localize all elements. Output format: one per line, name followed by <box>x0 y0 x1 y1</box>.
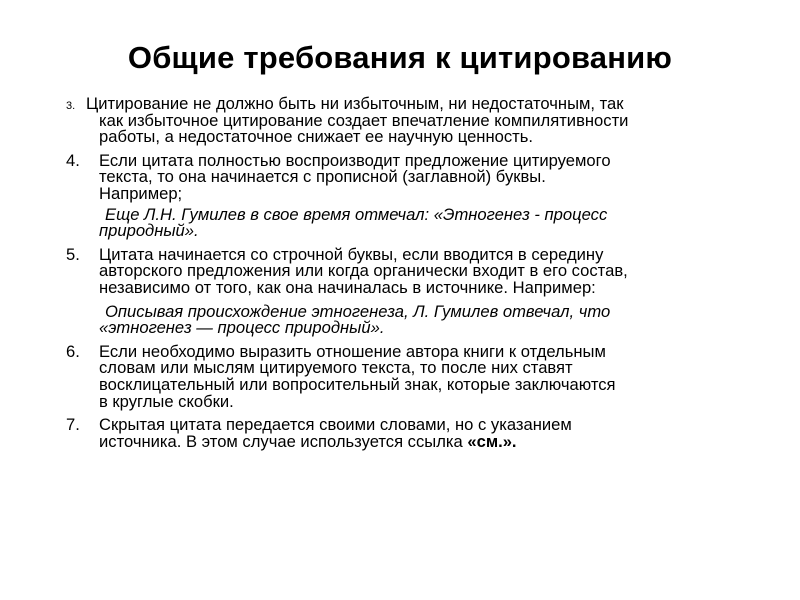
slide-body <box>66 96 750 457</box>
list-item-5 <box>66 244 750 297</box>
item-number: 6. <box>66 341 80 361</box>
item-number: 3. <box>66 100 76 112</box>
example-line: «этногенез — процесс природный». <box>99 318 385 338</box>
list-item-6 <box>66 341 750 411</box>
example-line: природный». <box>99 221 199 241</box>
item-line: авторского предложения или когда органически входит в его состав, <box>99 261 628 281</box>
example-line: Еще Л.Н. Гумилев в свое время отмечал: «Этногенез - процесс <box>105 204 608 224</box>
item-line-with-bold <box>99 431 750 451</box>
item-line: Скрытая цитата передается своими словами, но с указанием <box>99 415 572 435</box>
item-number: 5. <box>66 244 80 264</box>
item-number: 4. <box>66 150 80 170</box>
example-line: Описывая происхождение этногенеза, Л. Гумилев отвечал, что <box>105 301 611 321</box>
item-line: восклицательный или вопросительный знак, которые заключаются <box>99 374 616 394</box>
item-line: словам или мыслям цитируемого текста, то после них ставят <box>99 358 573 378</box>
item-line: Если цитата полностью воспроизводит предложение цитируемого <box>99 150 611 170</box>
item-line: Например; <box>99 183 183 203</box>
item-line: работы, а недостаточное снижает ее научную ценность. <box>99 127 534 147</box>
item-line: как избыточное цитирование создает впечатление компилятивности <box>99 110 629 130</box>
list-item-3 <box>66 96 750 146</box>
list-item-4 <box>66 150 750 203</box>
item-line: Цитирование не должно быть ни избыточным, ни недостаточным, так <box>86 94 624 113</box>
item-line: Цитата начинается со строчной буквы, если вводится в середину <box>99 244 604 264</box>
item-line: независимо от того, как она начиналась в источнике. Например: <box>99 277 596 297</box>
item-line: Если необходимо выразить отношение автора книги к отдельным <box>99 341 606 361</box>
item-line-text: источника. В этом случае используется ссылка <box>99 431 468 451</box>
slide-title: Общие требования к цитированию <box>127 40 673 75</box>
example-quote-1 <box>66 204 750 241</box>
example-quote-2 <box>66 301 750 338</box>
list-item-7 <box>66 417 750 450</box>
item-number: 7. <box>66 415 80 435</box>
item-line: в круглые скобки. <box>99 391 234 411</box>
bold-reference: «см.». <box>467 431 517 451</box>
item-line: текста, то она начинается с прописной (заглавной) буквы. <box>99 167 546 187</box>
